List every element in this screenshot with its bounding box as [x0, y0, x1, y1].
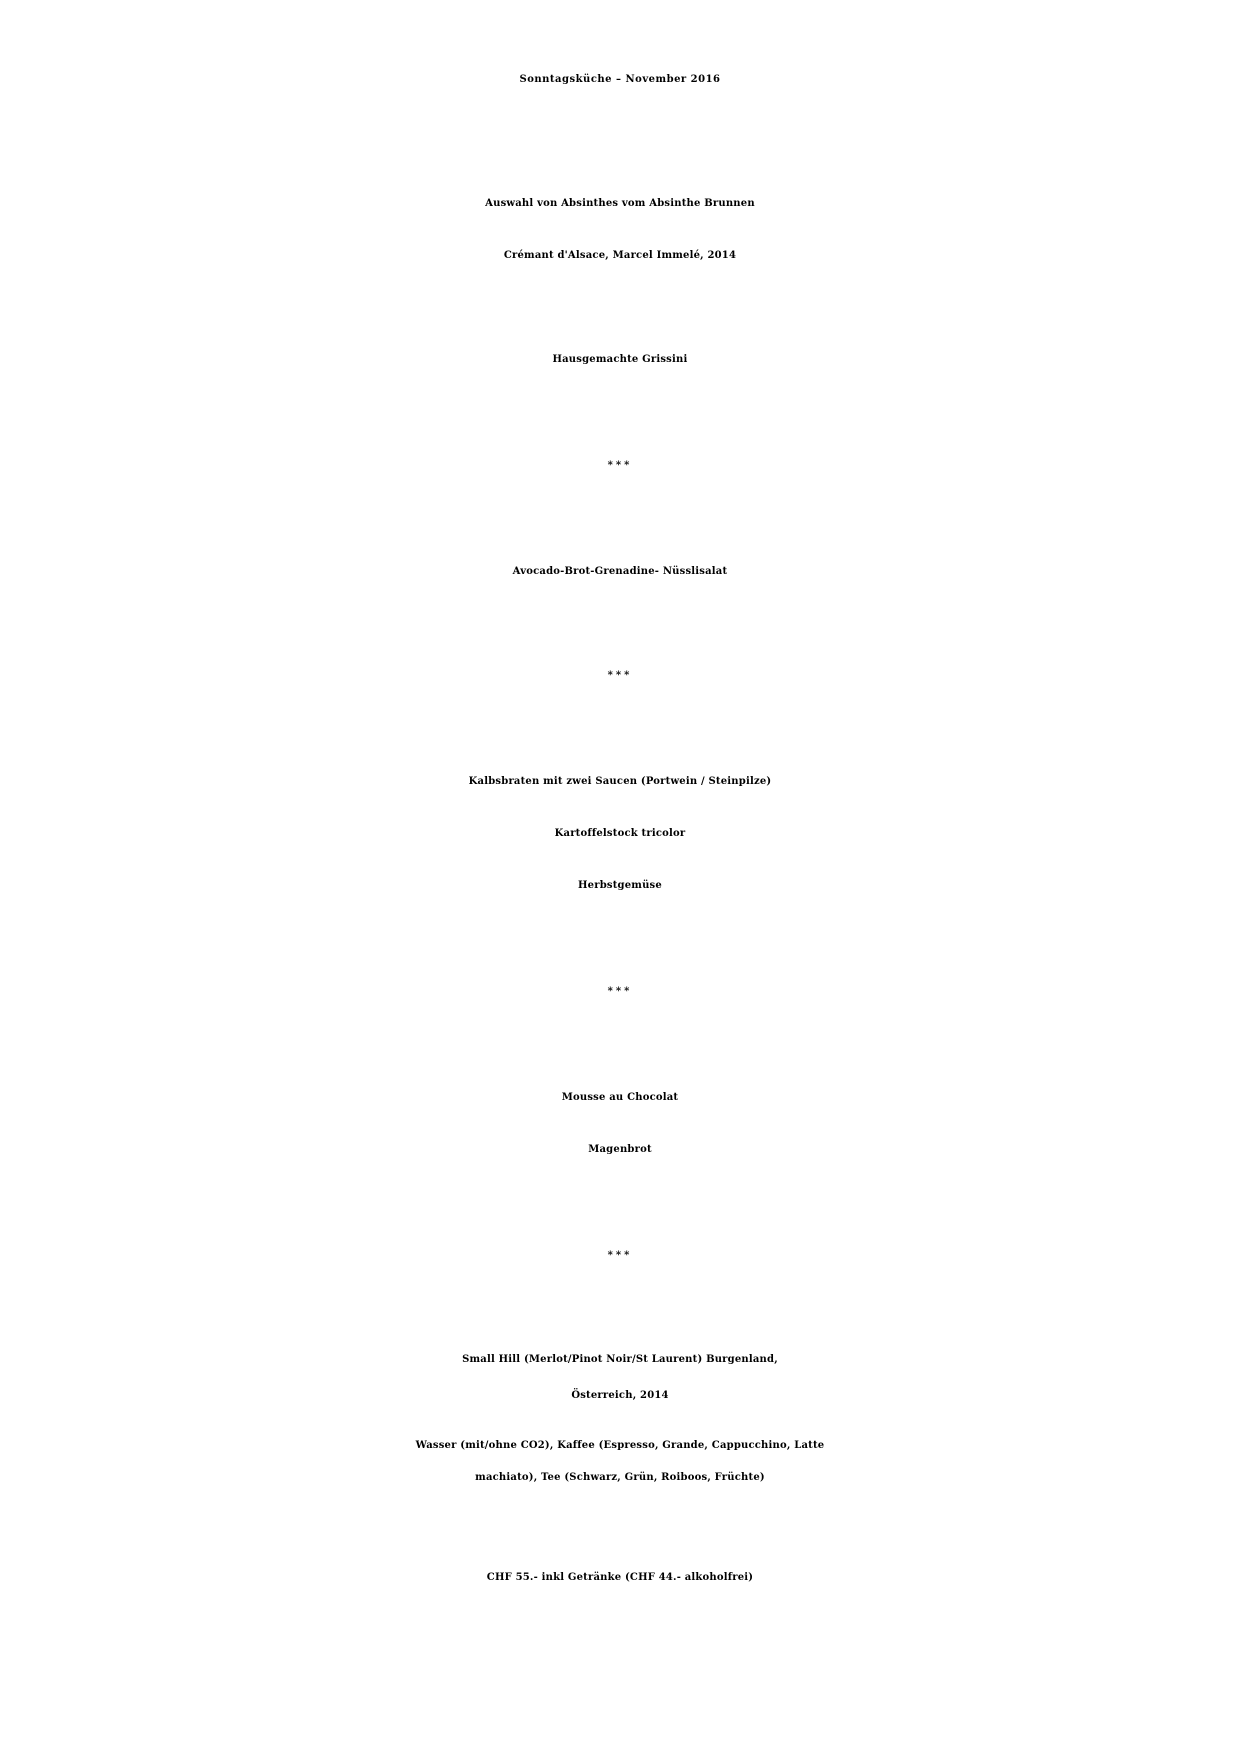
menu-price: CHF 55.- inkl Getränke (CHF 44.- alkoholfrei)	[486, 1572, 754, 1583]
drinks-line-1: Wasser (mit/ohne CO2), Kaffee (Espresso, Grande, Cappucchino, Latte	[415, 1440, 825, 1451]
wine-line-1: Small Hill (Merlot/Pinot Noir/St Laurent) Burgenland,	[462, 1354, 778, 1365]
course-separator: ***	[607, 1250, 633, 1261]
dessert-mousse: Mousse au Chocolat	[561, 1092, 679, 1103]
main-side-vegetables: Herbstgemüse	[578, 880, 662, 891]
main-side-potatoes: Kartoffelstock tricolor	[554, 828, 686, 839]
dessert-magenbrot: Magenbrot	[588, 1144, 652, 1155]
main-course-item: Kalbsbraten mit zwei Saucen (Portwein / Steinpilze)	[468, 776, 772, 787]
wine-line-2: Österreich, 2014	[571, 1390, 669, 1401]
aperitif-cremant: Crémant d'Alsace, Marcel Immelé, 2014	[503, 250, 737, 261]
course-separator: ***	[607, 986, 633, 997]
aperitif-absinthe: Auswahl von Absinthes vom Absinthe Brunnen	[485, 198, 755, 209]
course-separator: ***	[607, 460, 633, 471]
bread-item: Hausgemachte Grissini	[552, 354, 688, 365]
menu-title: Sonntagsküche – November 2016	[519, 74, 721, 85]
drinks-line-2: machiato), Tee (Schwarz, Grün, Roiboos, Früchte)	[475, 1472, 765, 1483]
starter-item: Avocado-Brot-Grenadine- Nüsslisalat	[512, 566, 728, 577]
course-separator: ***	[607, 670, 633, 681]
